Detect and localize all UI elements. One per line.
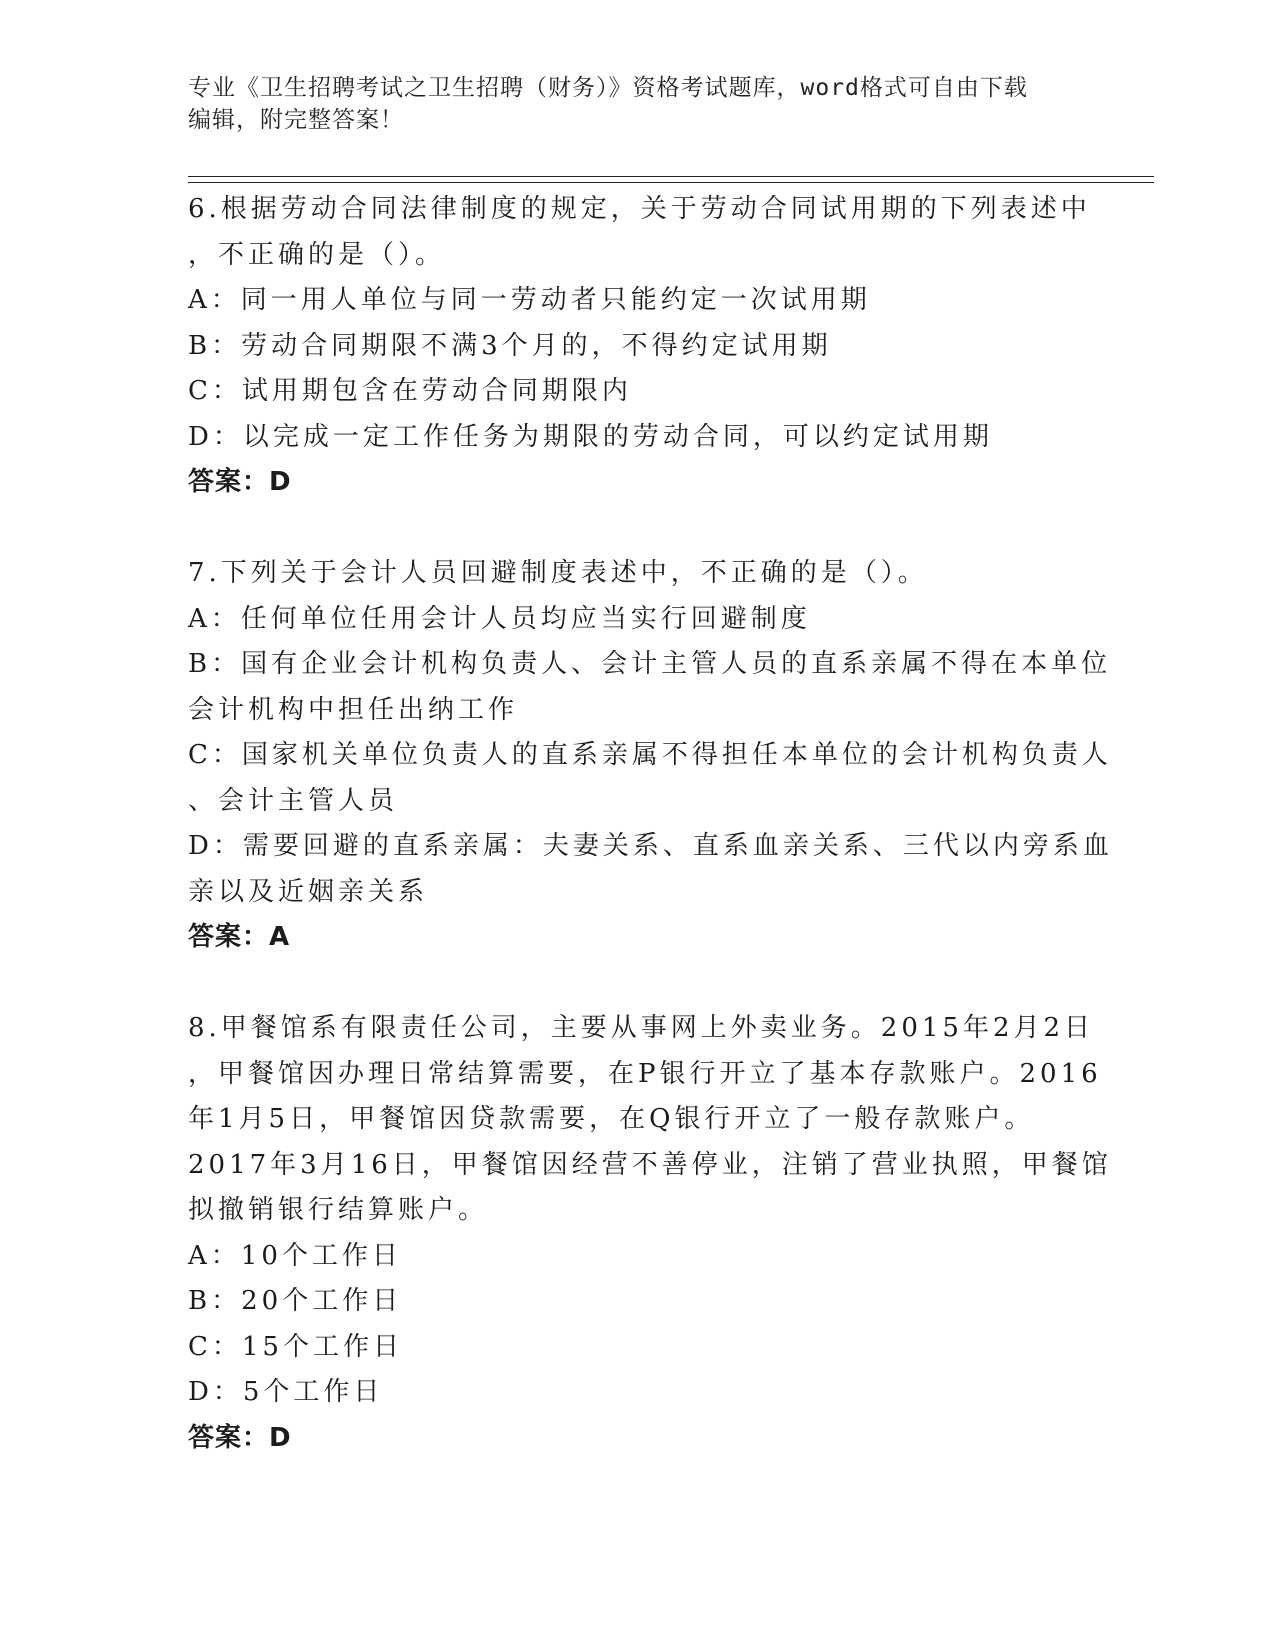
option-a: A：同一用人单位与同一劳动者只能约定一次试用期 [188,285,871,315]
document-header [188,72,1088,136]
header-divider [188,176,1154,177]
question-stem-line: ，甲餐馆因办理日常结算需要，在P银行开立了基本存款账户。2016 [188,1058,1102,1089]
option-b: B：劳动合同期限不满3个月的，不得约定试用期 [188,330,832,361]
question-stem-line: 年1月5日，甲餐馆因贷款需要，在Q银行开立了一般存款账户。 [188,1104,1035,1134]
question-stem-line: 拟撤销银行结算账户。 [188,1195,489,1225]
option-c: C：15个工作日 [188,1331,403,1362]
option-d: D：需要回避的直系亲属：夫妻关系、直系血亲关系、三代以内旁系血 [188,831,1113,861]
answer-line: 答案：D [188,1422,292,1453]
question-block [188,187,1091,506]
question-list [188,187,1113,1461]
question-block [188,1006,1112,1461]
question-stem-line: ，不正确的是（）。 [188,239,446,270]
option-d: D：5个工作日 [188,1377,384,1407]
question-stem-line: 2017年3月16日，甲餐馆因经营不善停业，注销了营业执照，甲餐馆 [188,1149,1112,1180]
option-b-continued: 会计机构中担任出纳工作 [188,694,519,725]
option-b: B：国有企业会计机构负责人、会计主管人员的直系亲属不得在本单位 [188,649,1112,679]
question-stem-line: 7.下列关于会计人员回避制度表述中，不正确的是（）。 [188,558,928,588]
header-line: 编辑，附完整答案！ [188,107,404,133]
question-stem-line: 6.根据劳动合同法律制度的规定，关于劳动合同试用期的下列表述中 [188,194,1091,224]
header-divider [188,182,1154,183]
question-stem-line: 8.甲餐馆系有限责任公司，主要从事网上外卖业务。2015年2月2日 [188,1013,1095,1043]
option-c-continued: 、会计主管人员 [188,785,399,816]
header-line: 专业《卫生招聘考试之卫生招聘（财务）》资格考试题库，word格式可自由下载 [188,75,1028,101]
option-d-continued: 亲以及近姻亲关系 [188,876,429,907]
option-a: A：10个工作日 [188,1240,402,1271]
question-block [188,551,1113,961]
option-b: B：20个工作日 [188,1286,403,1316]
option-c: C：国家机关单位负责人的直系亲属不得担任本单位的会计机构负责人 [188,740,1112,770]
answer-line: 答案：D [188,467,292,497]
option-a: A：任何单位任用会计人员均应当实行回避制度 [188,603,811,634]
option-c: C：试用期包含在劳动合同期限内 [188,376,632,406]
option-d: D：以完成一定工作任务为期限的劳动合同，可以约定试用期 [188,421,993,452]
answer-line: 答案：A [188,922,291,952]
